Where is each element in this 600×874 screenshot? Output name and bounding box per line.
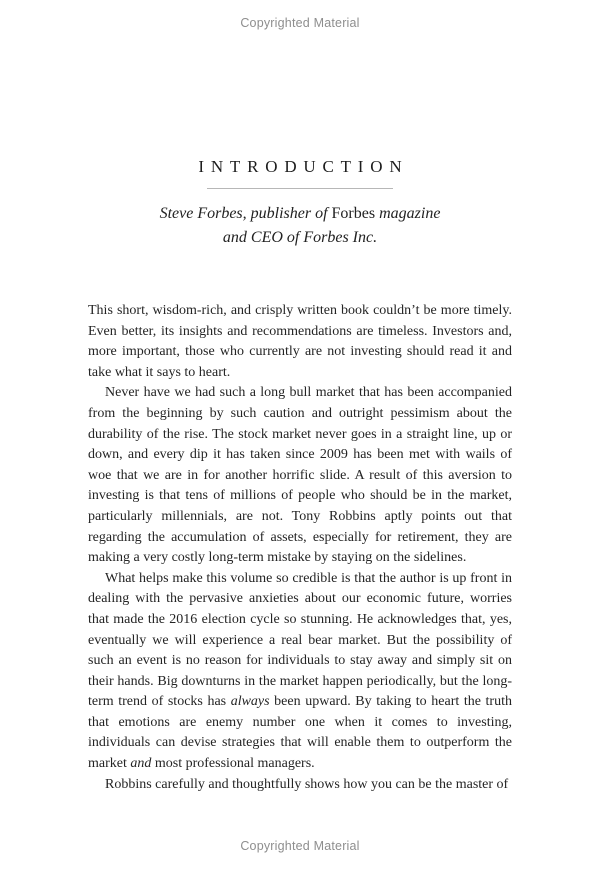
paragraph: Robbins carefully and thoughtfully shows how you can be the master of: [105, 776, 509, 792]
chapter-title: INTRODUCTION: [198, 157, 409, 176]
paragraph: Never have we had such a long bull market that has been accompanied from the beginning by such caution and outright pessimism about the durability of the rise. The stock market never goes in a straight line, up or down, and every dip it has taken since 2009 has been met with wails of woe that we are in for another horrific slide. A result of this aversion to investing is that tens of millions of people who should be in the market, particularly millennials, are not. Tony Robbins aptly points out that regarding the accumulation of assets, especially for retirement, they are making a very costly long-term mistake by staying on the sidelines.: [88, 385, 512, 566]
copyright-notice-top: Copyrighted Material: [240, 16, 360, 30]
body-text: [88, 301, 512, 795]
title-divider-rule: [207, 188, 393, 189]
paragraph: This short, wisdom-rich, and crisply written book couldn’t be more timely. Even better, its insights and recommendations are timeless. Investors and, more important, those who currently are not investing should read it and take what it says to heart.: [88, 303, 512, 380]
byline: [0, 202, 600, 250]
paragraph: What helps make this volume so credible is that the author is up front in dealing with the pervasive anxieties about our economic future, worries that made the 2016 election cycle so stunning. He acknowledges that, yes, eventually we will experience a real bear market. But the possibility of such an event is no reason for individuals to stay away and simply sit on their hands. Big downturns in the market happen periodically, but the long-term trend of stocks has always been upward. By taking to heart the truth that emotions are enemy number one when it comes to investing, individuals can devise strategies that will enable them to outperform the market and most professional managers.: [88, 570, 512, 772]
copyright-notice-bottom: Copyrighted Material: [240, 839, 360, 853]
byline-line: Steve Forbes, publisher of Forbes magazine: [159, 205, 441, 222]
byline-line: and CEO of Forbes Inc.: [222, 229, 378, 246]
